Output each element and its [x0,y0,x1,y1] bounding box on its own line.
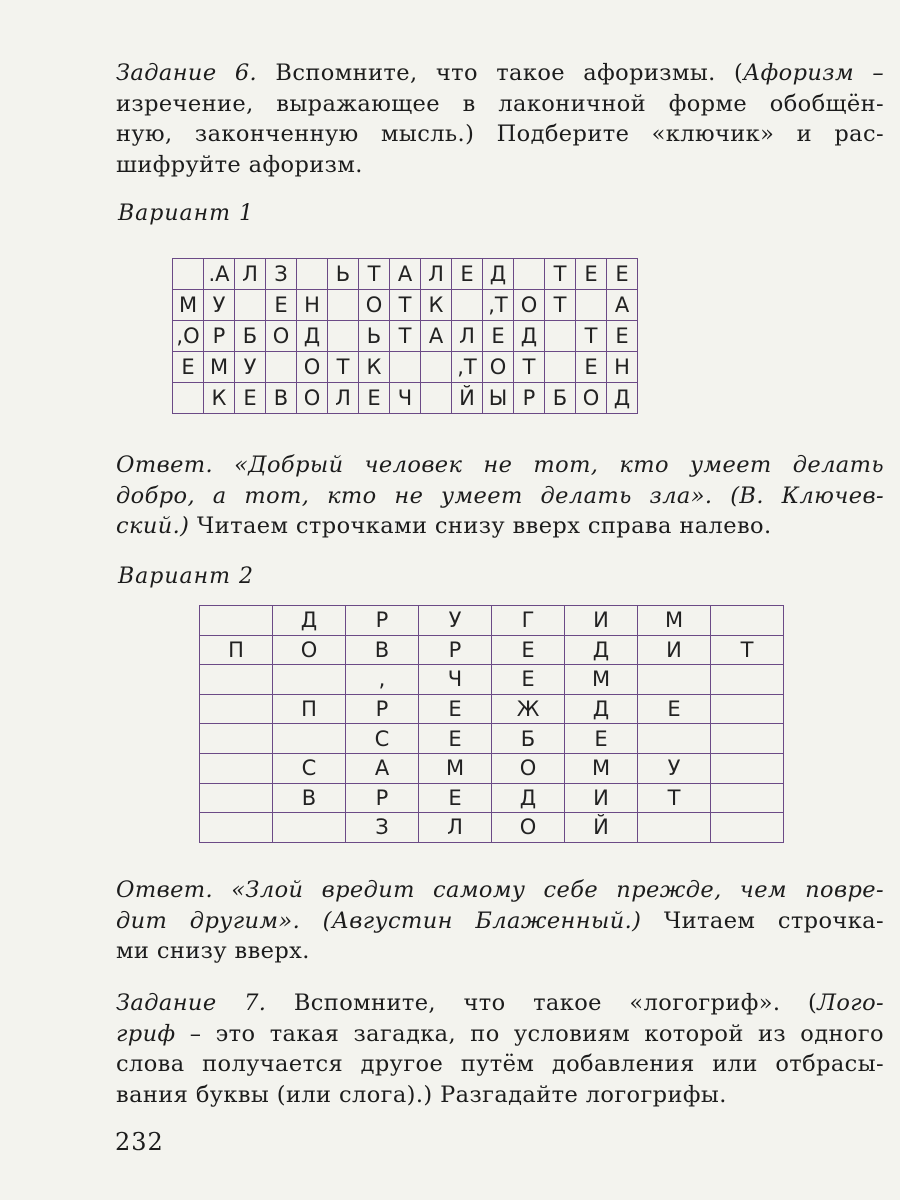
grid-cell: Т [545,259,576,290]
grid-cell: Е [452,259,483,290]
grid-cell: Е [638,694,711,724]
grid-cell: Ы [483,383,514,414]
task7-line-1 [116,988,884,1019]
task6-term: Афоризм – [743,60,884,86]
grid-cell [711,813,784,843]
grid-cell [200,813,273,843]
grid-cell: ,Т [452,352,483,383]
grid-cell: Е [419,694,492,724]
grid-cell: Д [483,259,514,290]
grid-cell: Л [235,259,266,290]
grid-cell: Ч [390,383,421,414]
grid-cell: Ь [359,321,390,352]
variant1-answer-line-2: добро, а тот, кто не умеет делать зла». (В. Ключев- [116,482,884,509]
task6-text: Вспомните, что такое афоризмы. ( [257,60,744,86]
grid-cell: Т [638,783,711,813]
grid-cell: У [419,606,492,636]
grid-cell: Е [565,724,638,754]
grid-cell: Б [235,321,266,352]
grid-cell: Д [565,694,638,724]
variant2-answer-line-2 [116,906,884,937]
variant1-answer-author: ский.) [116,513,190,539]
grid-cell: А [346,753,419,783]
grid-cell [638,813,711,843]
task7-line-3: слова получается другое путём добавления или отбрасы- [116,1051,884,1077]
grid-cell: О [297,383,328,414]
task6-heading: Задание 6. [116,60,258,86]
grid-cell: Т [545,290,576,321]
grid-cell: С [346,724,419,754]
grid-cell [576,290,607,321]
grid-cell: О [514,290,545,321]
grid-cell: В [266,383,297,414]
grid-cell: О [492,813,565,843]
grid-cell: Б [545,383,576,414]
grid-cell: Д [565,635,638,665]
grid-cell [200,665,273,695]
variant2-answer-note: Читаем строчка- [641,907,884,934]
grid-cell: Р [346,783,419,813]
grid-cell: Т [390,290,421,321]
grid-cell: Т [359,259,390,290]
variant2-answer-quote: дит другим». (Августин Блаженный.) [116,907,642,934]
task6-line-2: изречение, выражающее в лаконичной форме обобщён- [116,90,884,117]
grid-cell: М [204,352,235,383]
grid-cell: М [565,753,638,783]
grid-cell: О [266,321,297,352]
grid-cell: Е [359,383,390,414]
grid-row [173,290,638,321]
grid-cell: У [235,352,266,383]
grid-cell: Д [492,783,565,813]
grid-cell: Ч [419,665,492,695]
grid-cell: Т [514,352,545,383]
grid-cell: Й [452,383,483,414]
grid-cell: И [565,783,638,813]
grid-cell [273,813,346,843]
grid-cell [711,783,784,813]
grid-cell: Р [346,694,419,724]
grid-cell: Т [390,321,421,352]
variant1-answer-line-1: Ответ. «Добрый человек не тот, кто умеет делать [116,452,884,478]
grid-cell: Л [419,813,492,843]
variant1-label: Вариант 1 [118,201,254,226]
grid-cell: И [565,606,638,636]
grid-cell: О [297,352,328,383]
grid-cell: О [483,352,514,383]
grid-row [200,635,784,665]
grid-row [200,606,784,636]
grid-cell: О [273,635,346,665]
grid-cell: Ь [328,259,359,290]
grid-cell: А [607,290,638,321]
grid-cell: ,Т [483,290,514,321]
grid-cell: У [638,753,711,783]
task7-line-2 [116,1019,884,1050]
grid-cell: А [390,259,421,290]
grid-cell: В [273,783,346,813]
grid-row [173,352,638,383]
variant1-answer-note: Читаем строчками снизу вверх справа налево. [189,513,772,539]
grid-cell [452,290,483,321]
grid-cell [200,753,273,783]
grid-cell: Л [452,321,483,352]
grid-row [200,665,784,695]
grid-row [173,321,638,352]
grid-cell: А [421,321,452,352]
grid-cell: Е [266,290,297,321]
grid-cell: М [173,290,204,321]
grid-cell [638,665,711,695]
grid-cell: Е [235,383,266,414]
grid-cell [173,259,204,290]
grid-cell [297,259,328,290]
task7-line-4: вания буквы (или слога).) Разгадайте логогрифы. [116,1081,727,1108]
grid-cell [328,290,359,321]
grid-cell [273,724,346,754]
task7-text: Вспомните, что такое «логогриф». ( [266,990,818,1016]
variant2-answer-line-1: Ответ. «Злой вредит самому себе прежде, чем повре- [116,877,884,903]
grid-cell: З [266,259,297,290]
grid-cell: К [421,290,452,321]
grid-cell: К [204,383,235,414]
grid-cell: Е [576,352,607,383]
variant2-label: Вариант 2 [118,564,254,589]
grid-cell [711,665,784,695]
grid-cell [200,694,273,724]
task7-definition: – это такая загадка, по условиям которой из одного [175,1020,884,1047]
grid-cell: М [419,753,492,783]
grid-cell [545,352,576,383]
grid-cell: Д [273,606,346,636]
task6-line-1 [116,58,884,89]
task6-line-3: ную, законченную мысль.) Подберите «ключик» и рас- [116,121,884,147]
grid-cell: И [638,635,711,665]
task7-term-end: гриф [116,1020,176,1047]
grid-cell [421,383,452,414]
grid-cell: Б [492,724,565,754]
grid-cell: М [638,606,711,636]
grid-cell [173,383,204,414]
grid-cell [273,665,346,695]
grid-cell: Е [173,352,204,383]
grid-row [200,724,784,754]
grid-cell: Д [607,383,638,414]
grid-cell [514,259,545,290]
grid-cell: Е [419,724,492,754]
grid-cell: У [204,290,235,321]
variant2-answer-line-3: ми снизу вверх. [116,938,310,964]
grid-cell: К [359,352,390,383]
grid-cell: В [346,635,419,665]
grid-cell: Е [483,321,514,352]
task7-paragraph [116,988,884,1110]
grid-cell: Е [607,259,638,290]
grid-cell: О [492,753,565,783]
grid-cell: М [565,665,638,695]
grid-row [200,753,784,783]
grid-row [200,813,784,843]
grid-cell [390,352,421,383]
grid-cell [711,753,784,783]
grid-cell: Й [565,813,638,843]
grid-cell: Л [421,259,452,290]
task7-term: Лого- [817,990,885,1016]
grid-cell: Е [576,259,607,290]
grid-cell: С [273,753,346,783]
grid-cell [711,724,784,754]
variant1-answer [116,450,884,542]
grid-cell: ,О [173,321,204,352]
grid-cell: П [200,635,273,665]
grid-cell: П [273,694,346,724]
grid-row [173,383,638,414]
task6-line-4: шифруйте афоризм. [116,151,363,178]
grid-cell: О [576,383,607,414]
variant2-answer [116,875,884,967]
task7-heading: Задание 7. [116,990,267,1016]
variant2-cipher-grid [199,605,784,843]
grid-cell: , [346,665,419,695]
grid-cell [328,321,359,352]
grid-cell: Н [607,352,638,383]
grid-cell [638,724,711,754]
grid-cell: Т [711,635,784,665]
grid-cell [200,783,273,813]
grid-row [200,694,784,724]
grid-cell: Е [419,783,492,813]
page-number: 232 [115,1128,164,1156]
grid-cell: Т [576,321,607,352]
grid-cell [200,606,273,636]
grid-cell: Р [346,606,419,636]
grid-cell: Р [204,321,235,352]
grid-cell [711,606,784,636]
variant1-cipher-grid [172,258,638,414]
grid-cell [421,352,452,383]
grid-cell [711,694,784,724]
grid-cell: Е [607,321,638,352]
grid-cell [200,724,273,754]
grid-cell: О [359,290,390,321]
grid-cell: Е [492,635,565,665]
grid-cell [545,321,576,352]
grid-cell: Ж [492,694,565,724]
task6-paragraph [116,58,884,180]
grid-cell: Т [328,352,359,383]
grid-row [200,783,784,813]
grid-cell: Н [297,290,328,321]
grid-cell: Г [492,606,565,636]
grid-cell: Д [297,321,328,352]
grid-cell: Р [514,383,545,414]
grid-cell: .А [204,259,235,290]
grid-cell: Е [492,665,565,695]
grid-cell: Д [514,321,545,352]
grid-row [173,259,638,290]
grid-cell: Л [328,383,359,414]
grid-cell: Р [419,635,492,665]
grid-cell: З [346,813,419,843]
variant1-answer-line-3 [116,511,884,542]
grid-cell [266,352,297,383]
grid-cell [235,290,266,321]
